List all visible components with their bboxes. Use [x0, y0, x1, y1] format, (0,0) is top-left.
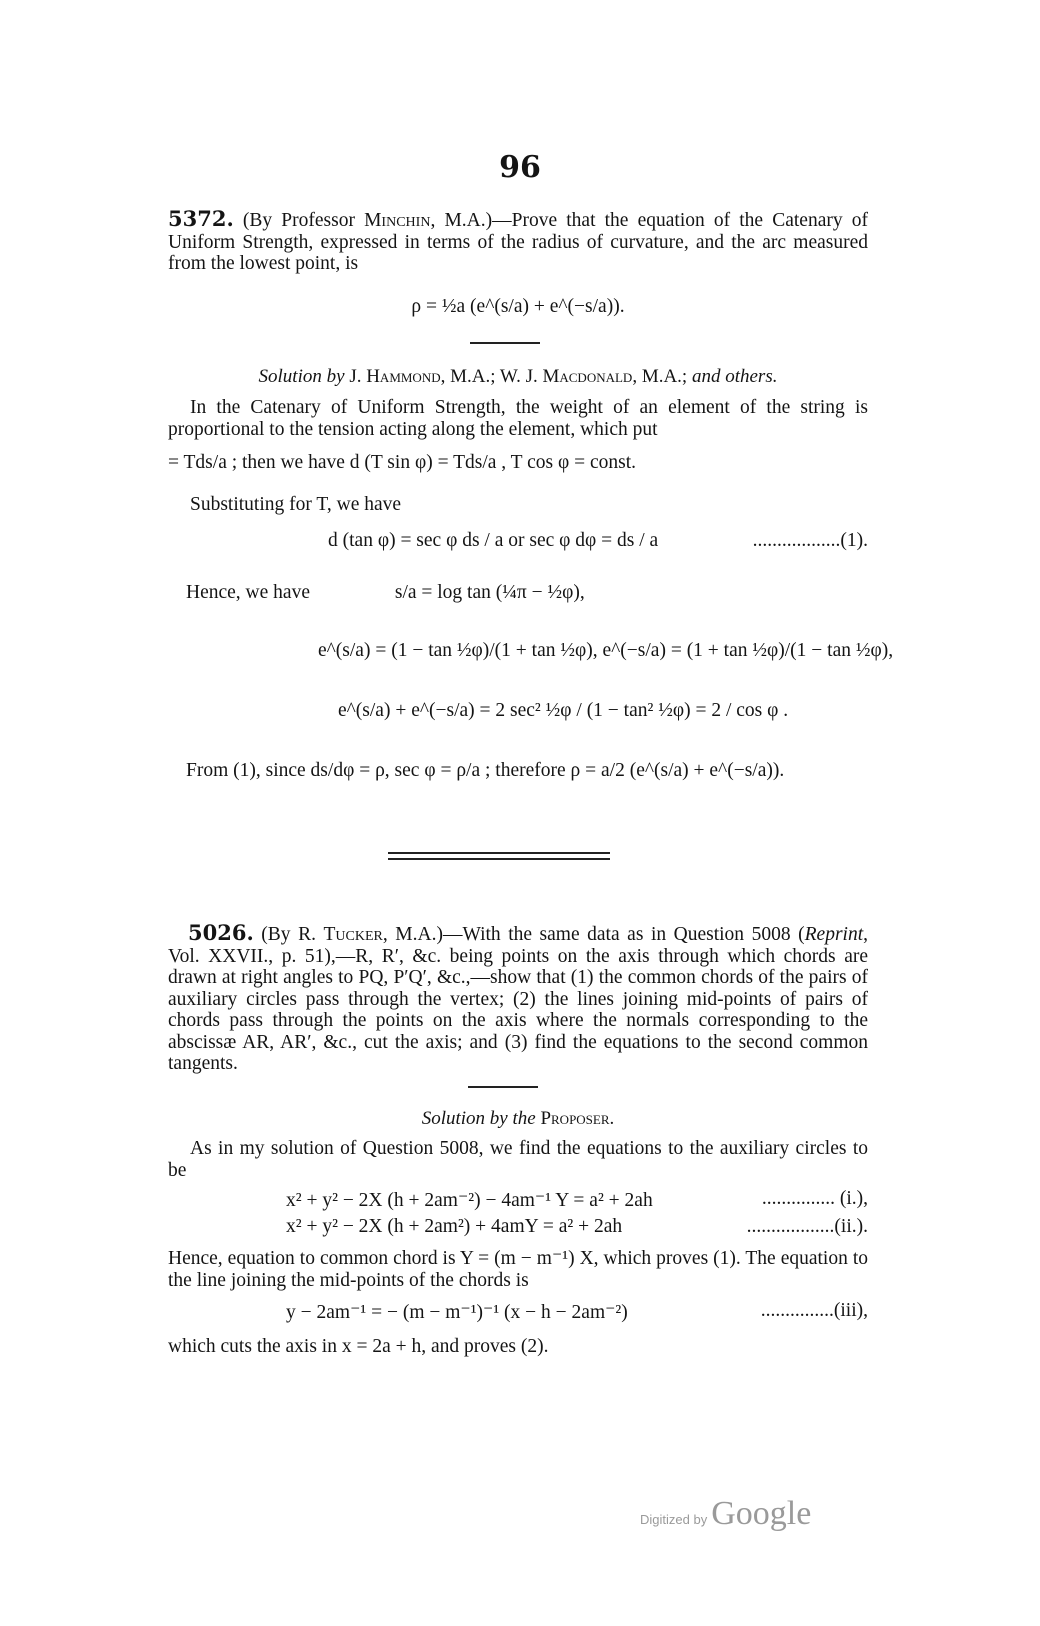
question-text-cont: , Vol. XXVII., p. 51),—R, R′, &c. being points on the axis through which chords are drawn at right angles to PQ, P′Q′, &c.,—show that (1) the common chords of the pairs of auxiliary circles pass through the vertex; (2) the lines joining mid-points of pairs of chords pass through the points on the axis where the normals corresponding to the abscissæ AR, AR′, &c., cut the axis; and (3) find the equations to the second common tangents.	[168, 924, 868, 1074]
digitized-watermark	[640, 1495, 811, 1533]
equation-ii-tag: ..................(ii.).	[746, 1216, 868, 1237]
author-name: Tucker	[323, 924, 383, 945]
solution-suffix: and others.	[691, 366, 778, 387]
equation-ii-body: x² + y² − 2X (h + 2am²) + 4amY = a² + 2ah	[286, 1216, 623, 1237]
solution-paragraph-2: Substituting for T, we have	[190, 494, 402, 515]
equation-hence	[168, 582, 868, 604]
equation-1-tag: ..................(1).	[752, 530, 868, 551]
equation-ii	[168, 1216, 868, 1238]
question-text: , M.A.)—Prove that the equation of the Catenary of Uniform Strength, expressed in terms of the radius of curvature, and the arc measured from the lowest point, is	[168, 210, 868, 274]
question-5372	[168, 208, 868, 275]
equation-iii-body: y − 2am⁻¹ = − (m − m⁻¹)⁻¹ (x − h − 2am⁻²)	[286, 1302, 628, 1323]
question-number: 5026.	[188, 920, 254, 945]
solution-paragraph: In the Catenary of Uniform Strength, the weight of an element of the string is proportional to the tension acting along the element, which put	[168, 397, 868, 440]
solution-prefix: Solution by the	[421, 1108, 536, 1129]
final-equation	[168, 760, 868, 782]
solution-prefix: Solution by	[258, 366, 345, 387]
section-separator-top	[388, 852, 610, 854]
exponential-equations	[168, 640, 894, 662]
hence-label: Hence, we have	[186, 582, 310, 603]
sum-equation	[168, 700, 868, 722]
sum-body: e^(s/a) + e^(−s/a) = 2 sec² ½φ / (1 − tan² ½φ) = 2 / cos φ .	[338, 700, 789, 721]
exponential-body: e^(s/a) = (1 − tan ½φ)/(1 + tan ½φ), e^(−s/a) = (1 + tan ½φ)/(1 − tan ½φ),	[318, 640, 894, 661]
author-name: Minchin	[364, 210, 431, 231]
equation-iii-tag: ...............(iii),	[760, 1300, 868, 1321]
reprint-title: Reprint	[804, 924, 864, 945]
equation-1	[168, 530, 868, 552]
final-body: From (1), since ds/dφ = ρ, sec φ = ρ/a ; therefore ρ = a/2 (e^(s/a) + e^(−s/a)).	[186, 760, 785, 781]
equation-iii	[168, 1300, 868, 1324]
watermark-prefix: Digitized by	[640, 1512, 708, 1527]
solution-paragraph: As in my solution of Question 5008, we find the equations to the auxiliary circles to be	[168, 1138, 868, 1181]
solution-paragraph-2: Hence, equation to common chord is Y = (m − m⁻¹) X, which proves (1). The equation to the line joining the mid-points of the chords is	[168, 1248, 868, 1291]
result-equation: ρ = ½a (e^(s/a) + e^(−s/a)).	[411, 296, 625, 317]
equation-i-body: x² + y² − 2X (h + 2am⁻²) − 4am⁻¹ Y = a² + 2ah	[286, 1190, 653, 1211]
divider	[468, 1086, 538, 1088]
question-intro: (By Professor	[233, 210, 365, 231]
solution-byline	[168, 366, 868, 388]
solvers: J. Hammond, M.A.; W. J. Macdonald, M.A.;	[349, 366, 688, 387]
divider	[470, 342, 540, 344]
equation-1-body: d (tan φ) = sec φ ds / a or sec φ dφ = ds / a	[328, 530, 659, 551]
solution-paragraph-3: which cuts the axis in x = 2a + h, and proves (2).	[168, 1336, 549, 1357]
tension-equation: = Tds/a ; then we have d (T sin φ) = Tds/a , T cos φ = const.	[168, 452, 637, 473]
hence-body: s/a = log tan (¼π − ½φ),	[394, 582, 585, 603]
equation-i-tag: ............... (i.),	[761, 1188, 868, 1209]
question-text: , M.A.)—With the same data as in Question 5008 (	[382, 924, 805, 945]
google-logo: Google	[711, 1495, 812, 1532]
question-intro: (By R.	[253, 924, 324, 945]
question-number: 5372.	[168, 206, 234, 231]
question-5026	[168, 922, 868, 1075]
solution-byline	[168, 1108, 868, 1130]
section-separator-bottom	[388, 858, 610, 860]
solver: Proposer.	[540, 1108, 615, 1129]
equation-i	[168, 1188, 868, 1212]
page-number: 96	[499, 150, 541, 185]
